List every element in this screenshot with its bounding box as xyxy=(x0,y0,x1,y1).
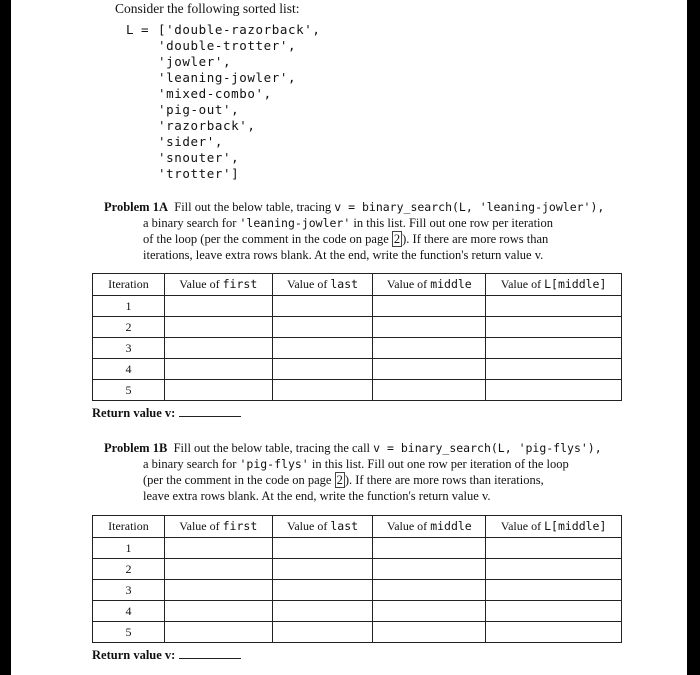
problem-1a-line3-post: ). If there are more rows than xyxy=(402,232,549,246)
column-header-code: first xyxy=(222,277,258,291)
list-item: 'pig-out', xyxy=(158,102,240,117)
problem-1b-key: 'pig-flys' xyxy=(239,457,309,471)
table-row xyxy=(93,338,622,359)
column-header-code: middle xyxy=(430,519,472,533)
answer-cell[interactable] xyxy=(164,380,272,401)
intro-text: Consider the following sorted list: xyxy=(115,1,300,16)
answer-cell[interactable] xyxy=(373,538,486,559)
table-header-row xyxy=(93,516,622,538)
problem-1b-line1 xyxy=(104,440,602,456)
table-header-row xyxy=(93,274,622,296)
answer-cell[interactable] xyxy=(373,338,486,359)
problem-1b-line2 xyxy=(143,456,569,472)
answer-cell[interactable] xyxy=(486,580,622,601)
problem-1b-line3-pre: (per the comment in the code on page xyxy=(143,473,332,487)
problem-1a-table xyxy=(92,273,622,401)
problem-1a-return xyxy=(92,406,241,421)
answer-cell[interactable] xyxy=(164,580,272,601)
answer-cell[interactable] xyxy=(486,338,622,359)
problem-1a-line1 xyxy=(104,199,604,215)
column-header xyxy=(93,516,165,538)
answer-cell[interactable] xyxy=(373,622,486,643)
answer-cell[interactable] xyxy=(373,559,486,580)
table-row xyxy=(93,559,622,580)
table-row xyxy=(93,538,622,559)
column-header xyxy=(486,274,622,296)
iteration-number: 5 xyxy=(93,380,165,401)
answer-cell[interactable] xyxy=(164,622,272,643)
problem-1a-text: Fill out the below table, tracing xyxy=(174,200,332,214)
column-header-code: last xyxy=(330,519,359,533)
iteration-number: 1 xyxy=(93,296,165,317)
column-header-text: Value of xyxy=(386,519,431,533)
problem-1b-line2-post: in this list. Fill out one row per iteration of the loop xyxy=(311,457,569,471)
answer-cell[interactable] xyxy=(373,359,486,380)
answer-cell[interactable] xyxy=(486,380,622,401)
answer-cell[interactable] xyxy=(164,601,272,622)
table-row xyxy=(93,317,622,338)
list-item: ['double-razorback', xyxy=(158,22,321,37)
column-header xyxy=(164,274,272,296)
problem-1b-line2-pre: a binary search for xyxy=(143,457,237,471)
column-header-code: first xyxy=(222,519,258,533)
problem-1b-call: v = binary_search(L, 'pig-flys'), xyxy=(373,441,602,455)
list-item: 'double-trotter', xyxy=(158,38,297,53)
answer-cell[interactable] xyxy=(164,559,272,580)
problem-1a-key: 'leaning-jowler' xyxy=(239,216,351,230)
answer-cell[interactable] xyxy=(272,538,373,559)
sorted-list xyxy=(158,22,321,182)
problem-1b-text: Fill out the below table, tracing the call xyxy=(173,441,371,455)
list-label: L = xyxy=(126,22,149,37)
answer-cell[interactable] xyxy=(272,622,373,643)
list-item: 'sider', xyxy=(158,134,224,149)
column-header-text: Value of xyxy=(287,519,331,533)
answer-cell[interactable] xyxy=(486,359,622,380)
table-row xyxy=(93,622,622,643)
answer-cell[interactable] xyxy=(272,359,373,380)
problem-1b-line4: leave extra rows blank. At the end, write the function's return value v. xyxy=(143,489,491,503)
column-header-code: L[middle] xyxy=(544,277,607,291)
return-label: Return value v: xyxy=(92,648,176,662)
column-header-code: L[middle] xyxy=(544,519,607,533)
return-label: Return value v: xyxy=(92,406,176,420)
problem-1b-line3-post: ). If there are more rows than iterations, xyxy=(344,473,544,487)
answer-cell[interactable] xyxy=(164,538,272,559)
problem-1a-line2 xyxy=(143,215,553,231)
column-header-text: Iteration xyxy=(108,277,149,291)
iteration-number: 3 xyxy=(93,580,165,601)
page-ref-link[interactable]: 2 xyxy=(393,232,401,246)
answer-cell[interactable] xyxy=(164,359,272,380)
answer-cell[interactable] xyxy=(373,296,486,317)
problem-1a-line3 xyxy=(143,231,548,247)
answer-cell[interactable] xyxy=(373,317,486,338)
column-header-text: Value of xyxy=(500,277,545,291)
column-header-code: middle xyxy=(430,277,472,291)
iteration-number: 2 xyxy=(93,317,165,338)
list-item: 'mixed-combo', xyxy=(158,86,272,101)
answer-cell[interactable] xyxy=(272,296,373,317)
return-blank[interactable] xyxy=(179,416,241,417)
problem-1a-line2-post: in this list. Fill out one row per iteration xyxy=(353,216,554,230)
answer-cell[interactable] xyxy=(373,380,486,401)
answer-cell[interactable] xyxy=(272,338,373,359)
answer-cell[interactable] xyxy=(272,559,373,580)
iteration-number: 5 xyxy=(93,622,165,643)
answer-cell[interactable] xyxy=(486,601,622,622)
problem-1a-line2-pre: a binary search for xyxy=(143,216,237,230)
problem-1a-call: v = binary_search(L, 'leaning-jowler'), xyxy=(334,200,605,214)
table-row xyxy=(93,359,622,380)
answer-cell[interactable] xyxy=(272,317,373,338)
list-item: 'razorback', xyxy=(158,118,256,133)
problem-1b-return xyxy=(92,648,241,663)
worksheet-page xyxy=(11,0,687,675)
answer-cell[interactable] xyxy=(373,601,486,622)
column-header xyxy=(373,516,486,538)
column-header-text: Value of xyxy=(179,277,223,291)
answer-cell[interactable] xyxy=(272,380,373,401)
iteration-number: 4 xyxy=(93,359,165,380)
answer-cell[interactable] xyxy=(486,622,622,643)
answer-cell[interactable] xyxy=(164,296,272,317)
answer-cell[interactable] xyxy=(272,601,373,622)
answer-cell[interactable] xyxy=(486,317,622,338)
table-row xyxy=(93,601,622,622)
answer-cell[interactable] xyxy=(486,296,622,317)
problem-1a-line4: iterations, leave extra rows blank. At the end, write the function's return value v. xyxy=(143,248,544,262)
list-item: 'jowler', xyxy=(158,54,232,69)
answer-cell[interactable] xyxy=(164,338,272,359)
column-header xyxy=(486,516,622,538)
iteration-number: 3 xyxy=(93,338,165,359)
return-blank[interactable] xyxy=(179,658,241,659)
column-header-text: Value of xyxy=(500,519,545,533)
column-header xyxy=(272,516,373,538)
list-item: 'trotter'] xyxy=(158,166,240,181)
answer-cell[interactable] xyxy=(486,559,622,580)
problem-1a-heading: Problem 1A xyxy=(104,200,168,214)
list-item: 'snouter', xyxy=(158,150,240,165)
problem-1b-heading: Problem 1B xyxy=(104,441,168,455)
column-header xyxy=(272,274,373,296)
iteration-number: 2 xyxy=(93,559,165,580)
table-row xyxy=(93,296,622,317)
column-header xyxy=(93,274,165,296)
problem-1a-line3-pre: of the loop (per the comment in the code on page xyxy=(143,232,389,246)
page-ref-link[interactable]: 2 xyxy=(336,473,343,487)
table-row xyxy=(93,380,622,401)
column-header-code: last xyxy=(330,277,359,291)
column-header-text: Iteration xyxy=(108,519,149,533)
problem-1b-table xyxy=(92,515,622,643)
iteration-number: 1 xyxy=(93,538,165,559)
list-item: 'leaning-jowler', xyxy=(158,70,297,85)
answer-cell[interactable] xyxy=(373,580,486,601)
table-row xyxy=(93,580,622,601)
column-header xyxy=(373,274,486,296)
answer-cell[interactable] xyxy=(272,580,373,601)
column-header xyxy=(164,516,272,538)
column-header-text: Value of xyxy=(287,277,331,291)
problem-1b-line3 xyxy=(143,472,544,488)
column-header-text: Value of xyxy=(386,277,431,291)
answer-cell[interactable] xyxy=(486,538,622,559)
answer-cell[interactable] xyxy=(164,317,272,338)
iteration-number: 4 xyxy=(93,601,165,622)
column-header-text: Value of xyxy=(179,519,223,533)
